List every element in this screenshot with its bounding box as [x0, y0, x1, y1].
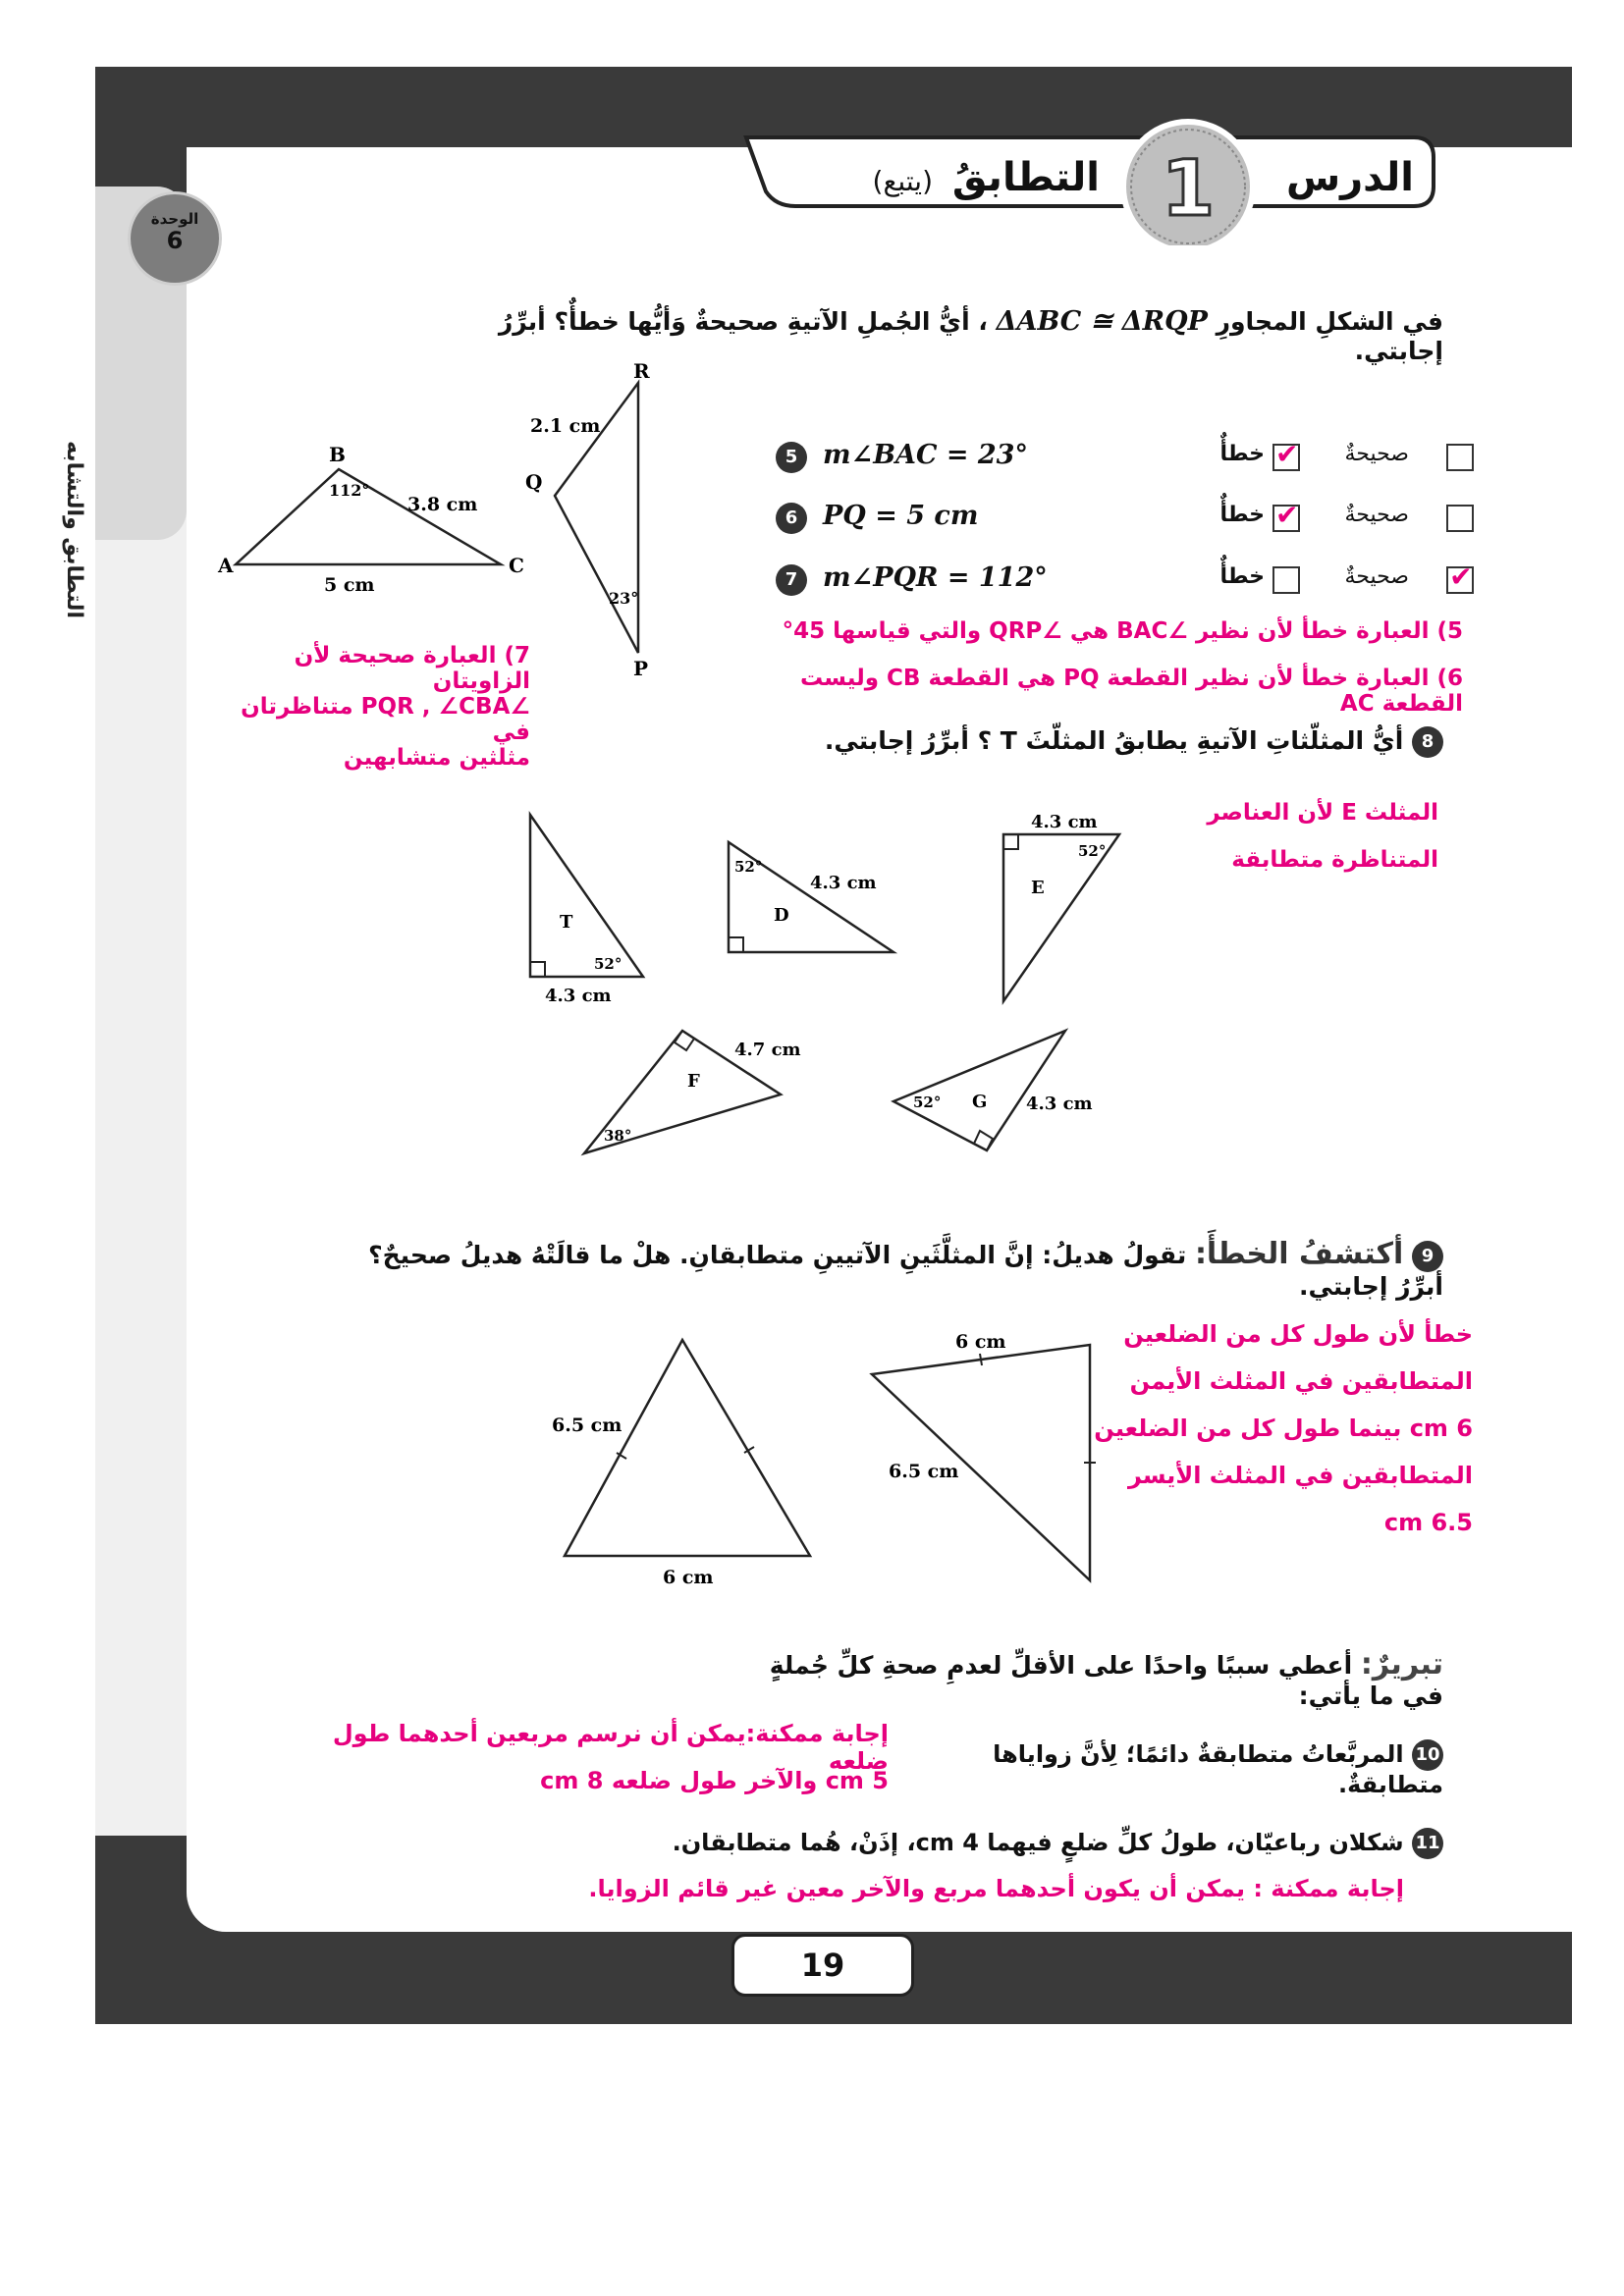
question-9-title: أكتشفُ الخطأَ:: [1194, 1237, 1404, 1271]
answer-11: إجابة ممكنة : يمكن أن يكون أحدهما مربع والآخر معين غير قائم الزوايا.: [588, 1875, 1404, 1902]
true-label-6: صحيحةٌ: [1344, 503, 1409, 527]
vertex-P: P: [633, 657, 649, 680]
angle-p-label: 23°: [609, 589, 639, 608]
answer-7-line2: ∠PQR , ∠CBA متناظرتان في: [241, 694, 530, 745]
triangle-G-side: 4.3 cm: [1026, 1094, 1093, 1114]
vertex-R: R: [633, 363, 650, 383]
side-ab-label: 5 cm: [324, 574, 375, 596]
answer-10-line2: 5 cm والآخر طول ضلعه 8 cm: [540, 1767, 889, 1794]
angle-b-label: 112°: [329, 481, 370, 500]
question-number-6: 6: [776, 503, 807, 534]
true-checkbox-7[interactable]: [1446, 566, 1474, 594]
triangle-D-angle: 52°: [734, 858, 763, 876]
triangle-F-angle: 38°: [604, 1127, 632, 1145]
triangle-T-side: 4.3 cm: [545, 986, 612, 1006]
question-8: [746, 726, 1443, 758]
answer-9-line5: 6.5 cm: [1383, 1509, 1473, 1536]
vertex-B: B: [329, 443, 346, 466]
question-11-text: شكلان رباعيّان، طولُ كلِّ ضلعٍ فيهما 4 cm، إذَنْ، هُما متطابقان.: [672, 1829, 1404, 1856]
statement-6: [776, 501, 1443, 540]
lesson-number: 1: [1161, 145, 1216, 234]
answer-9-line1: خطأ لأن طول كل من الضلعين: [1123, 1320, 1473, 1348]
triangle-G-label: G: [972, 1092, 988, 1112]
false-label-5: خطأٌ: [1219, 442, 1265, 466]
true-label-7: صحيحةٌ: [1344, 564, 1409, 589]
question-number-7: 7: [776, 564, 807, 596]
question-number-9: 9: [1412, 1241, 1443, 1272]
intro-text-before: في الشكلِ المجاورِ: [1216, 307, 1443, 336]
false-checkbox-7[interactable]: [1272, 566, 1300, 594]
triangle-T-label: T: [560, 912, 573, 933]
vertex-C: C: [509, 554, 524, 577]
justify-heading: [727, 1647, 1443, 1710]
intro-question: [452, 306, 1443, 365]
vertex-Q: Q: [525, 470, 543, 494]
answer-5: 5) العبارة خطأ لأن نظير ∠BAC هي ∠QRP والتي قياسها 45°: [782, 618, 1463, 644]
triangle-D-label: D: [774, 905, 789, 926]
lesson-subtitle: (يتبع): [872, 165, 933, 197]
question-number-5: 5: [776, 442, 807, 473]
answer-10-line1: إجابة ممكنة:يمكن أن نرسم مربعين أحدهما طول ضلعه: [332, 1720, 889, 1775]
statement-7-math: m∠PQR = 112°: [823, 562, 1048, 593]
true-checkbox-6[interactable]: [1446, 505, 1474, 532]
statement-6-math: PQ = 5 cm: [823, 501, 979, 531]
figure-triangles-q8: [511, 795, 1178, 1178]
figure-abc-rqp: [196, 363, 668, 687]
question-10-text: المربَّعاتُ متطابقةٌ دائمًا؛ لِأنَّ زواياها متطابقةٌ.: [993, 1740, 1443, 1798]
false-checkbox-6[interactable]: [1272, 505, 1300, 532]
question-9: [334, 1237, 1443, 1301]
triangle-E-label: E: [1031, 878, 1045, 898]
statement-5-math: m∠BAC = 23°: [823, 440, 1028, 470]
answer-7-line3: مثلثين متشابهين: [343, 745, 530, 771]
statement-5: [776, 440, 1443, 479]
answer-8-line2: المتناظرة متطابقة: [1231, 847, 1438, 873]
right-side-label: 6.5 cm: [889, 1461, 959, 1482]
right-top-label: 6 cm: [955, 1331, 1006, 1353]
answer-7-line1: 7) العبارة صحيحة لأن الزاويتان: [294, 643, 530, 694]
unit-label: الوحدة: [150, 210, 199, 228]
intro-text-after: ، أيُّ الجُملِ الآتيةِ صحيحةٌ وَأيُّها خطأٌ؟ أبرِّرُ إجابتي.: [498, 307, 1443, 365]
unit-title: التطابق والتشابه: [62, 441, 86, 618]
true-label-5: صحيحةٌ: [1344, 442, 1409, 466]
question-number-11: 11: [1412, 1828, 1443, 1859]
lesson-title: التطابقُ: [951, 155, 1100, 200]
unit-number: 6: [166, 227, 184, 254]
left-side-label: 6.5 cm: [552, 1415, 623, 1436]
statement-7: [776, 562, 1443, 602]
congruence-statement: ΔABC ≅ ΔRQP: [996, 306, 1208, 337]
triangle-F-label: F: [687, 1071, 700, 1092]
justify-text: أعطي سببًا واحدًا على الأقلِّ لعدمِ صحةِ كلِّ جُملةٍ في ما يأتي:: [769, 1651, 1443, 1710]
unit-badge: [128, 191, 222, 286]
question-number-10: 10: [1412, 1739, 1443, 1771]
question-11: [589, 1828, 1443, 1859]
side-rq-label: 2.1 cm: [530, 415, 601, 437]
triangle-E-side: 4.3 cm: [1031, 812, 1098, 832]
answer-9-line2: المتطابقين في المثلث الأيمن: [1129, 1367, 1473, 1395]
answer-6: 6) العبارة خطأ لأن نظير القطعة PQ هي القطعة CB وليست القطعة AC: [799, 666, 1463, 717]
figure-triangles-q9: [530, 1315, 1139, 1590]
triangle-G-angle: 52°: [913, 1094, 942, 1111]
answer-8-line1: المثلث E لأن العناصر: [1207, 800, 1438, 826]
question-number-8: 8: [1412, 726, 1443, 758]
lesson-label: الدرس: [1285, 155, 1414, 200]
triangle-E-angle: 52°: [1078, 842, 1107, 860]
true-checkbox-5[interactable]: [1446, 444, 1474, 471]
vertex-A: A: [218, 554, 234, 577]
question-8-text: أيُّ المثلّثاتِ الآتيةِ يطابقُ المثلّثَ T ؟ أبرِّرُ إجابتي.: [824, 726, 1404, 755]
justify-title: تبريرٌ:: [1360, 1647, 1443, 1682]
triangle-D-side: 4.3 cm: [810, 873, 877, 893]
answer-9-line3: 6 cm بينما طول كل من الضلعين: [1094, 1415, 1473, 1442]
false-checkbox-5[interactable]: [1272, 444, 1300, 471]
side-bc-label: 3.8 cm: [407, 494, 478, 515]
answer-9-line4: المتطابقين في المثلث الأيسر: [1127, 1462, 1473, 1489]
question-9-text: تقولُ هديلُ: إنَّ المثلَّثَينِ الآتيينِ متطابقانِ. هلْ ما قالَتْهُ هديلُ صحيحٌ؟ أبرِّرُ إجابتي.: [368, 1241, 1443, 1301]
page-number: 19: [731, 1934, 914, 1997]
question-10: [923, 1739, 1443, 1798]
triangle-T-angle: 52°: [594, 955, 623, 973]
left-base-label: 6 cm: [663, 1567, 714, 1588]
false-label-6: خطأٌ: [1219, 503, 1265, 527]
triangle-F-side: 4.7 cm: [734, 1040, 801, 1060]
false-label-7: خطأٌ: [1219, 564, 1265, 589]
